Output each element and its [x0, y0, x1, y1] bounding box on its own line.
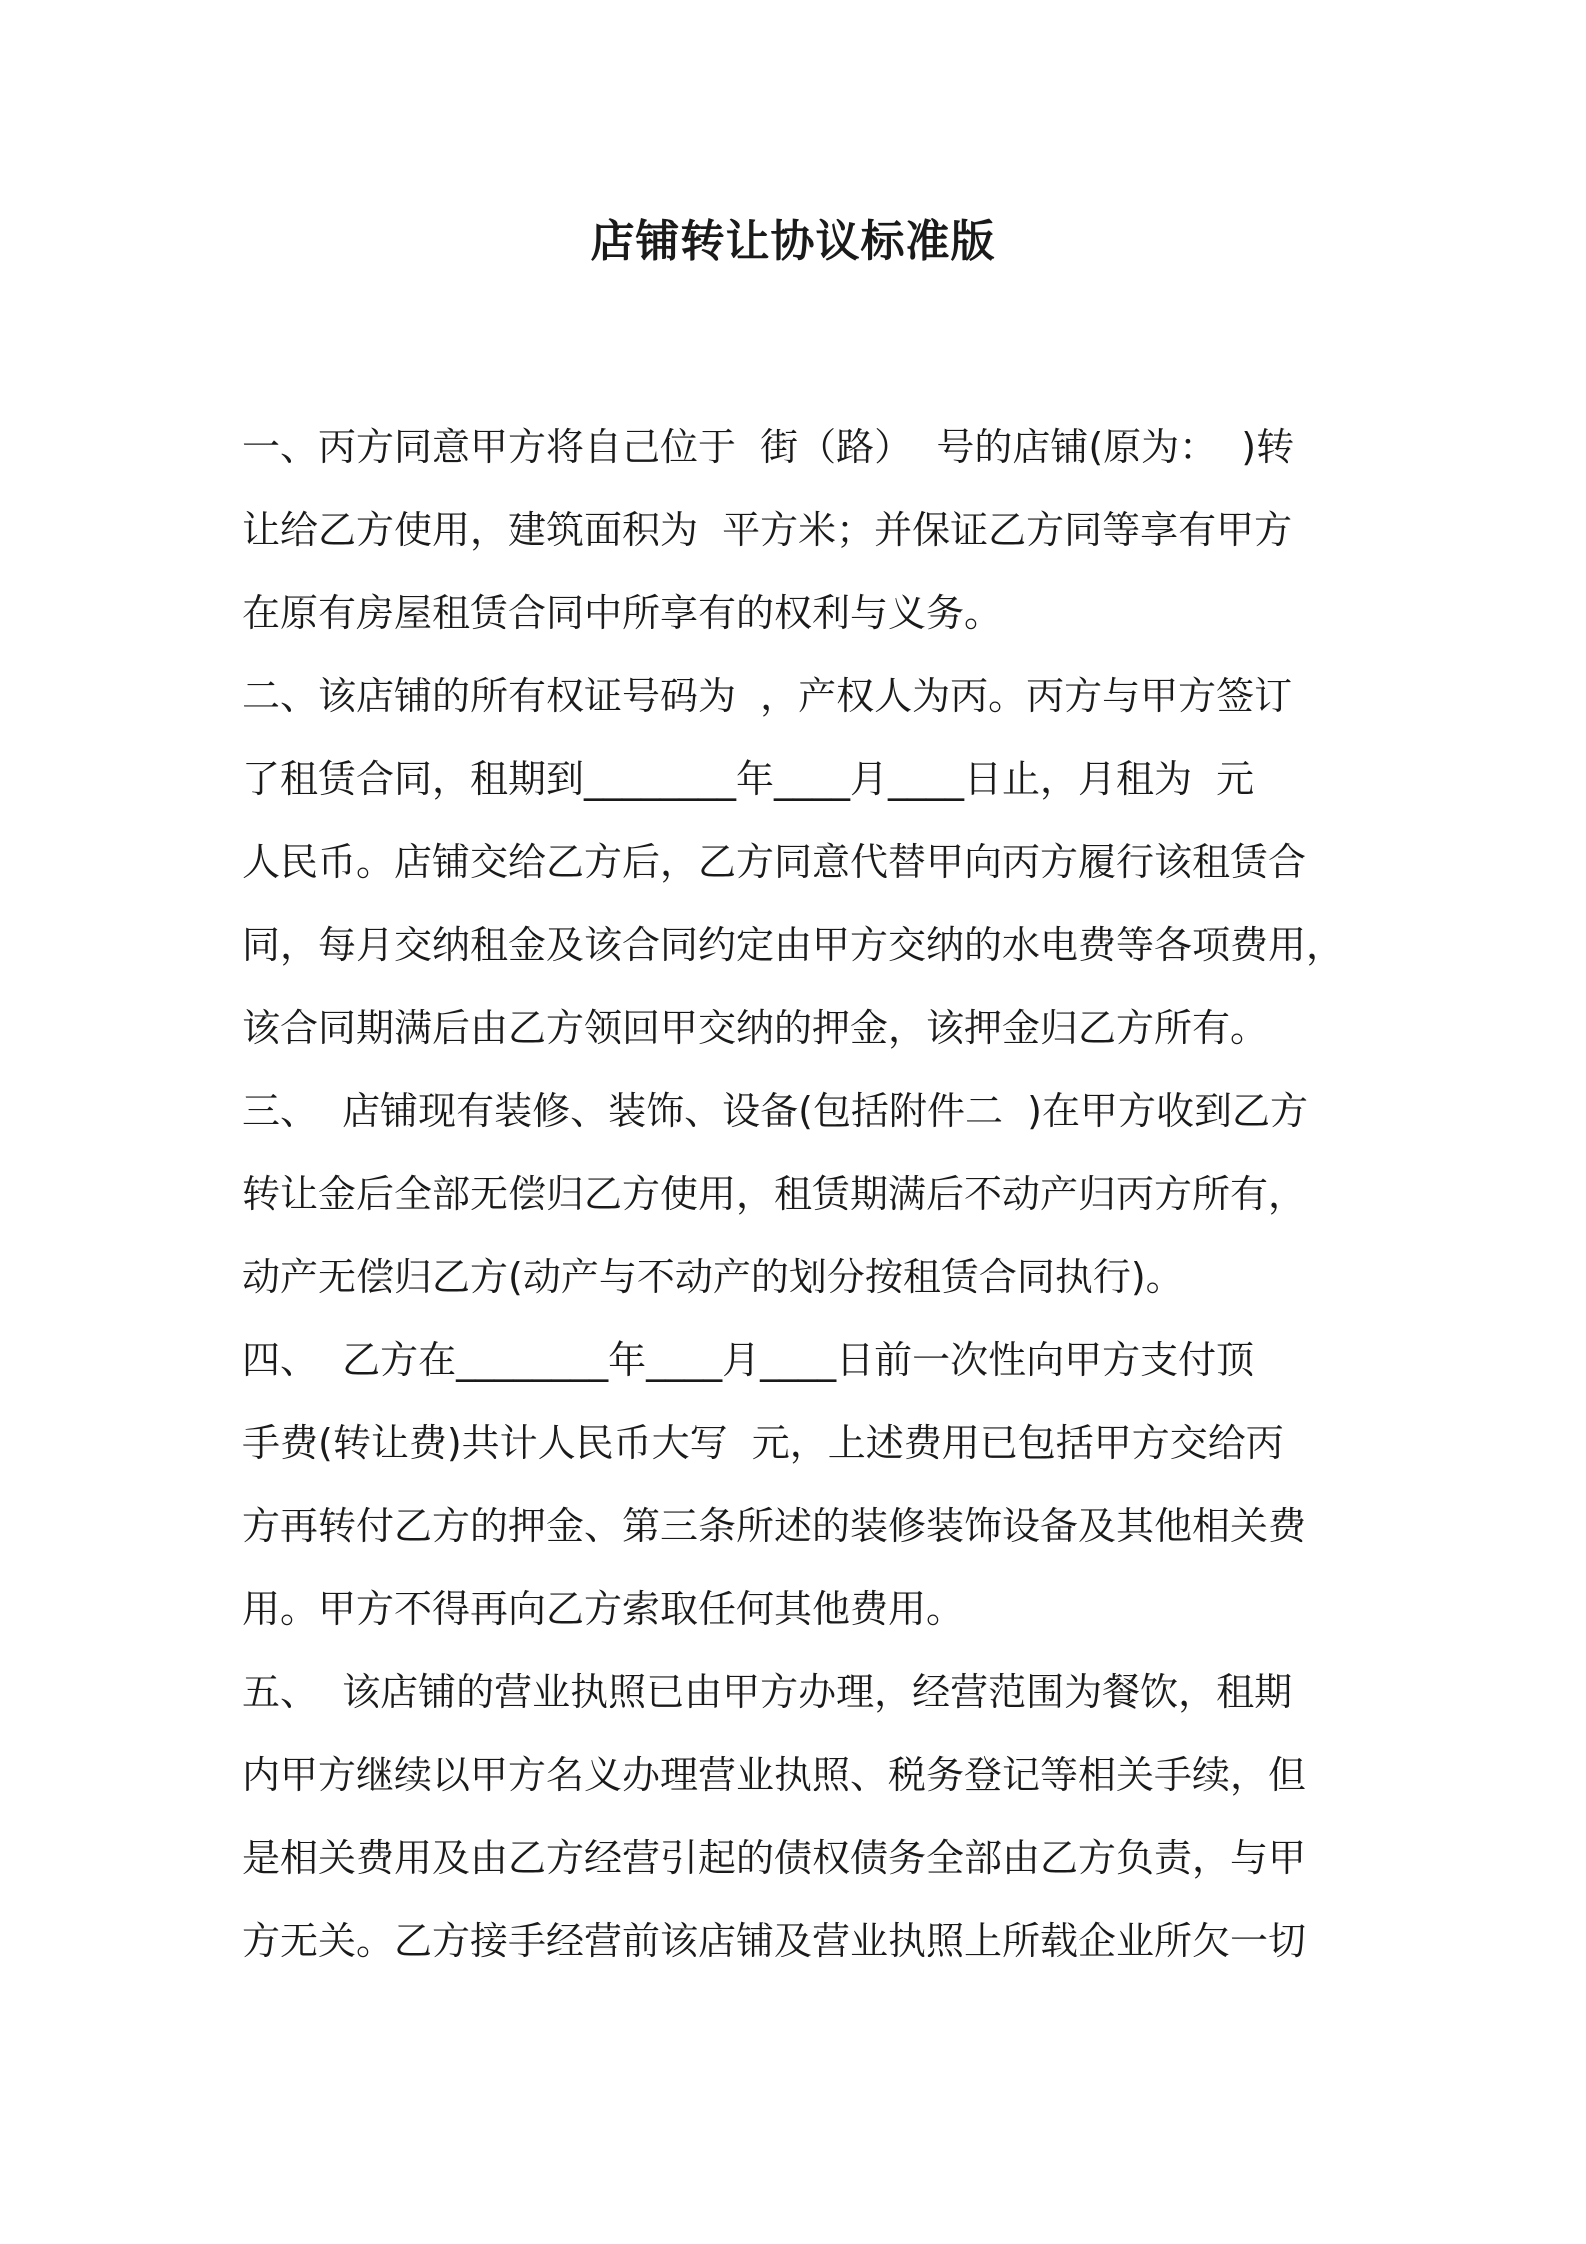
text-line: 人民币。店铺交给乙方后，乙方同意代替甲向丙方履行该租赁合: [242, 840, 1307, 884]
text-line: 是相关费用及由乙方经营引起的债权债务全部由乙方负责，与甲: [242, 1836, 1307, 1880]
document-title: 店铺转让协议标准版: [590, 216, 996, 267]
text-line: 手费(转让费)共计人民币大写 元，上述费用已包括甲方交给丙: [242, 1421, 1284, 1465]
text-line: 动产无偿归乙方(动产与不动产的划分按租赁合同执行)。: [242, 1255, 1184, 1299]
text-line: 三、 店铺现有装修、装饰、设备(包括附件二 )在甲方收到乙方: [242, 1089, 1308, 1133]
text-line: 方再转付乙方的押金、第三条所述的装修装饰设备及其他相关费: [242, 1504, 1307, 1548]
text-line: 四、 乙方在________年____月____日前一次性向甲方支付顶: [242, 1338, 1255, 1382]
text-line: 同，每月交纳租金及该合同约定由甲方交纳的水电费等各项费用，: [242, 923, 1345, 967]
document-body: [242, 406, 1362, 1983]
text-line: 该合同期满后由乙方领回甲交纳的押金，该押金归乙方所有。: [242, 1006, 1269, 1050]
text-line: 了租赁合同，租期到________年____月____日止，月租为 元: [242, 757, 1255, 801]
text-line: 一、丙方同意甲方将自己位于 街（路） 号的店铺(原为： )转: [242, 425, 1295, 469]
text-line: 在原有房屋租赁合同中所享有的权利与义务。: [242, 591, 1003, 635]
text-line: 内甲方继续以甲方名义办理营业执照、税务登记等相关手续，但: [242, 1753, 1307, 1797]
text-line: 二、该店铺的所有权证号码为 ，产权人为丙。丙方与甲方签订: [242, 674, 1293, 718]
text-line: 转让金后全部无偿归乙方使用，租赁期满后不动产归丙方所有，: [242, 1172, 1307, 1216]
text-line: 方无关。乙方接手经营前该店铺及营业执照上所载企业所欠一切: [242, 1919, 1307, 1963]
text-line: 让给乙方使用，建筑面积为 平方米；并保证乙方同等享有甲方: [242, 508, 1293, 552]
text-line: 五、 该店铺的营业执照已由甲方办理，经营范围为餐饮，租期: [242, 1670, 1293, 1714]
text-line: 用。甲方不得再向乙方索取任何其他费用。: [242, 1587, 965, 1631]
